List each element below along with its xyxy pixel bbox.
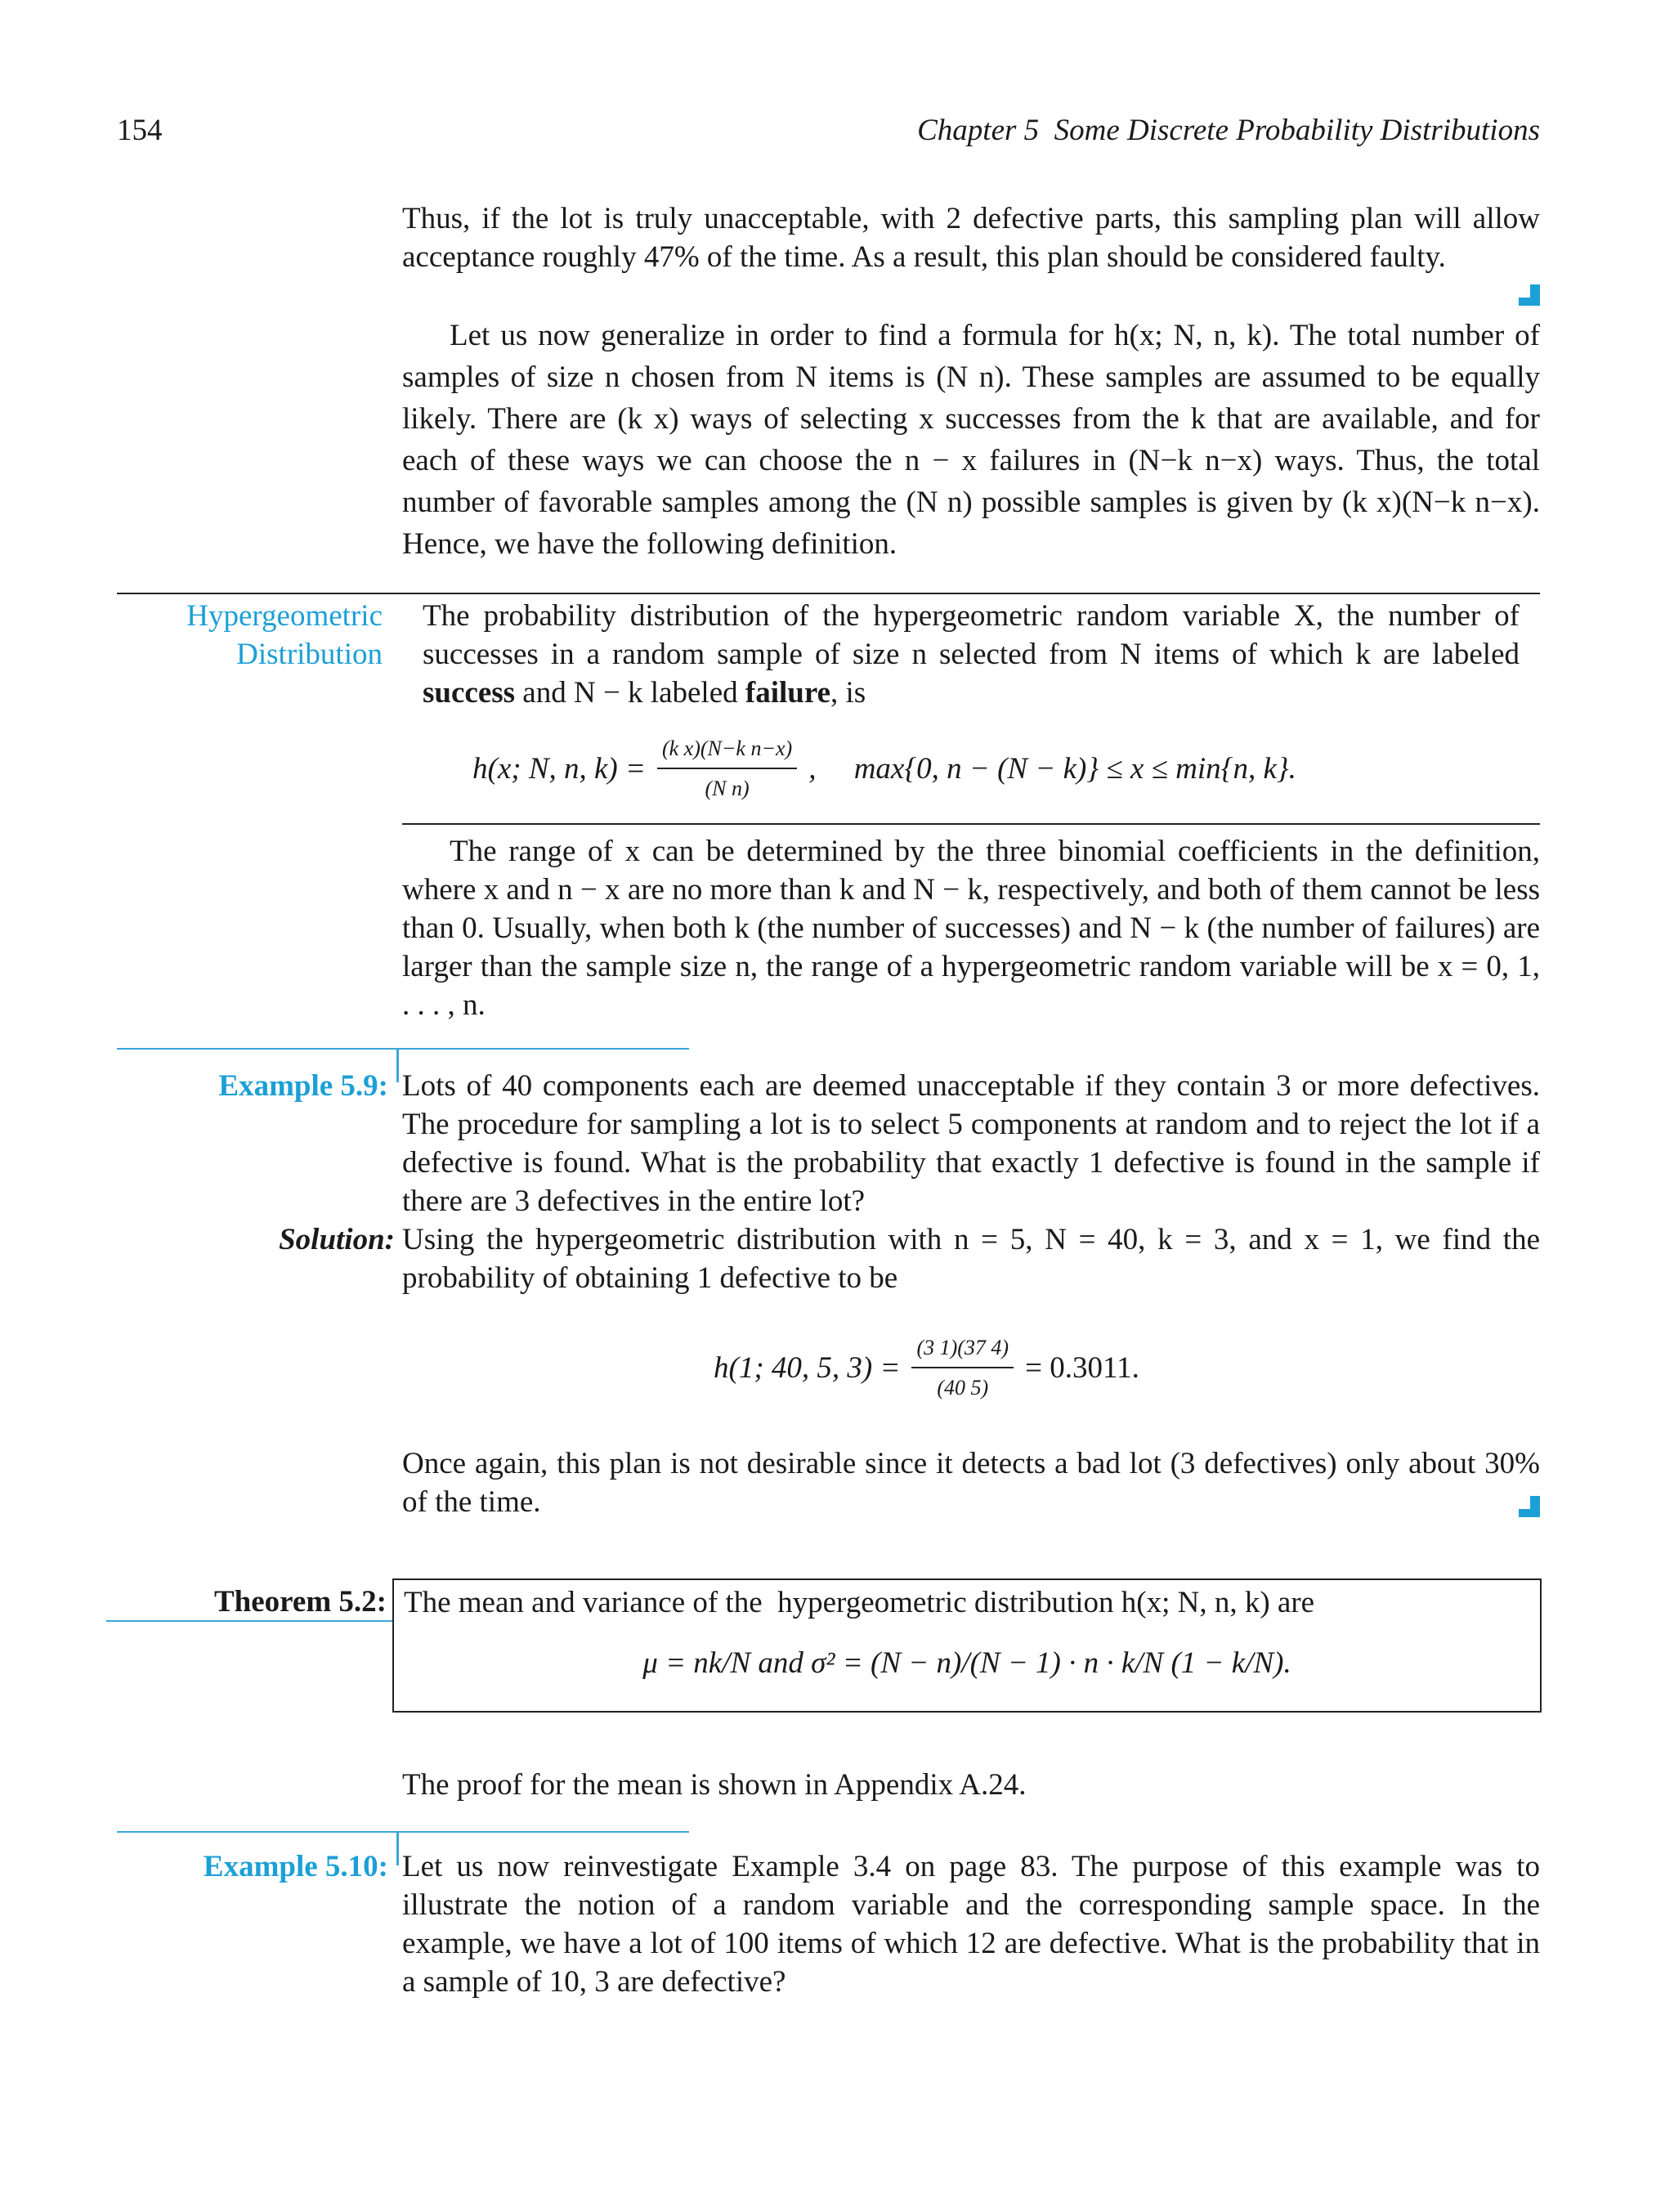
eq-denominator: (40 5) — [937, 1376, 989, 1399]
end-of-solution-icon — [1519, 284, 1540, 306]
example-5-10-bar — [396, 1831, 399, 1865]
definition-text-a: The probability distribution of the hypergeometric random variable X, the number of successes in a random sample of size n selected from N items of which k are labeled — [423, 599, 1520, 671]
eq-fraction — [911, 1328, 1014, 1407]
page-number: 154 — [117, 114, 163, 147]
definition-bold-success: success — [423, 676, 516, 710]
formula-fraction — [657, 729, 797, 808]
formula-numerator: (k x)(N−k n−x) — [657, 729, 797, 769]
example-5-9-text: Lots of 40 components each are deemed unacceptable if they contain 3 or more defectives. The procedure for sampling a lot is to select 5 components at random and to reject the lot if a defective is found. What is the probability that exactly 1 defective is found in the sample if there are 3 defectives in the entire lot? — [402, 1069, 1540, 1218]
definition-text — [423, 597, 1520, 712]
definition-text-c: , is — [830, 676, 866, 710]
definition-label-line-2: Distribution — [236, 638, 383, 671]
formula-range: , max{0, n − (N − k)} ≤ x ≤ min{n, k}. — [808, 751, 1296, 786]
example-5-10-label: Example 5.10: — [203, 1850, 388, 1883]
eq-lhs: h(1; 40, 5, 3) = — [714, 1350, 901, 1385]
example-5-9-equation — [714, 1323, 1139, 1413]
definition-text-b: and N − k labeled — [515, 676, 745, 710]
solution-label: Solution: — [279, 1223, 395, 1256]
example-5-9-bar — [396, 1048, 399, 1082]
definition-bottom-rule — [402, 823, 1540, 825]
hypergeometric-formula — [472, 719, 1296, 817]
example-5-9-closing: Once again, this plan is not desirable since it detects a bad lot (3 defectives) only about 30% of the time. — [402, 1447, 1540, 1519]
running-title: Chapter 5 Some Discrete Probability Distributions — [917, 114, 1540, 147]
theorem-box — [392, 1578, 1542, 1713]
definition-bold-failure: failure — [745, 676, 831, 710]
intro-paragraph-2: Let us now generalize in order to find a formula for h(x; N, n, k). The total number of samples of size n chosen from N items is (N n). These samples are assumed to be equally likely. There are (k x) ways of selecting x successes from the k that are available, and for each of these ways we can choose the n − x failures in (N−k n−x) ways. Thus, the total number of favorable samples among the (N n) possible samples is given by (k x)(N−k n−x). Hence, we have the following definition. — [402, 319, 1540, 561]
formula-lhs: h(x; N, n, k) = — [472, 751, 646, 786]
definition-margin-label — [117, 597, 383, 674]
intro-paragraph-1: Thus, if the lot is truly unacceptable, with 2 defective parts, this sampling plan will allow acceptance roughly 47% of the time. As a result, this plan should be considered faulty. — [402, 202, 1540, 274]
eq-numerator: (3 1)(37 4) — [911, 1328, 1014, 1368]
example-5-10-text: Let us now reinvestigate Example 3.4 on page 83. The purpose of this example was to illustrate the notion of a random variable and the corresponding sample space. In the example, we have a lot of 100 items of which 12 are defective. What is the probability that in a sample of 10, 3 are defective? — [402, 1850, 1540, 1999]
eq-rhs: = 0.3011. — [1025, 1350, 1139, 1385]
range-paragraph: The range of x can be determined by the three binomial coefficients in the definition, where x and n − x are no more than k and N − k, respectively, and both of them cannot be less than 0. Usually, when both k (the number of successes) and N − k (the number of failures) are larger than the sample size n, the range of a hypergeometric random variable will be x = 0, 1, . . . , n. — [402, 835, 1540, 1022]
definition-top-rule — [117, 593, 1540, 594]
end-of-solution-icon — [1519, 1496, 1540, 1517]
formula-denominator: (N n) — [705, 777, 750, 800]
definition-label-line-1: Hypergeometric — [186, 599, 383, 633]
solution-text: Using the hypergeometric distribution with n = 5, N = 40, k = 3, and x = 1, we find the probability of obtaining 1 defective to be — [402, 1223, 1540, 1295]
theorem-formula: μ = nk/N and σ² = (N − n)/(N − 1) · n · k/N (1 − k/N). — [642, 1646, 1291, 1680]
theorem-text: The mean and variance of the hypergeometric distribution h(x; N, n, k) are — [404, 1586, 1315, 1619]
theorem-proof-note: The proof for the mean is shown in Appendix A.24. — [402, 1768, 1027, 1802]
example-5-9-label: Example 5.9: — [218, 1069, 388, 1103]
theorem-5-2-label: Theorem 5.2: — [214, 1585, 387, 1619]
example-5-10-rule — [117, 1831, 689, 1833]
example-5-9-rule — [117, 1048, 689, 1050]
